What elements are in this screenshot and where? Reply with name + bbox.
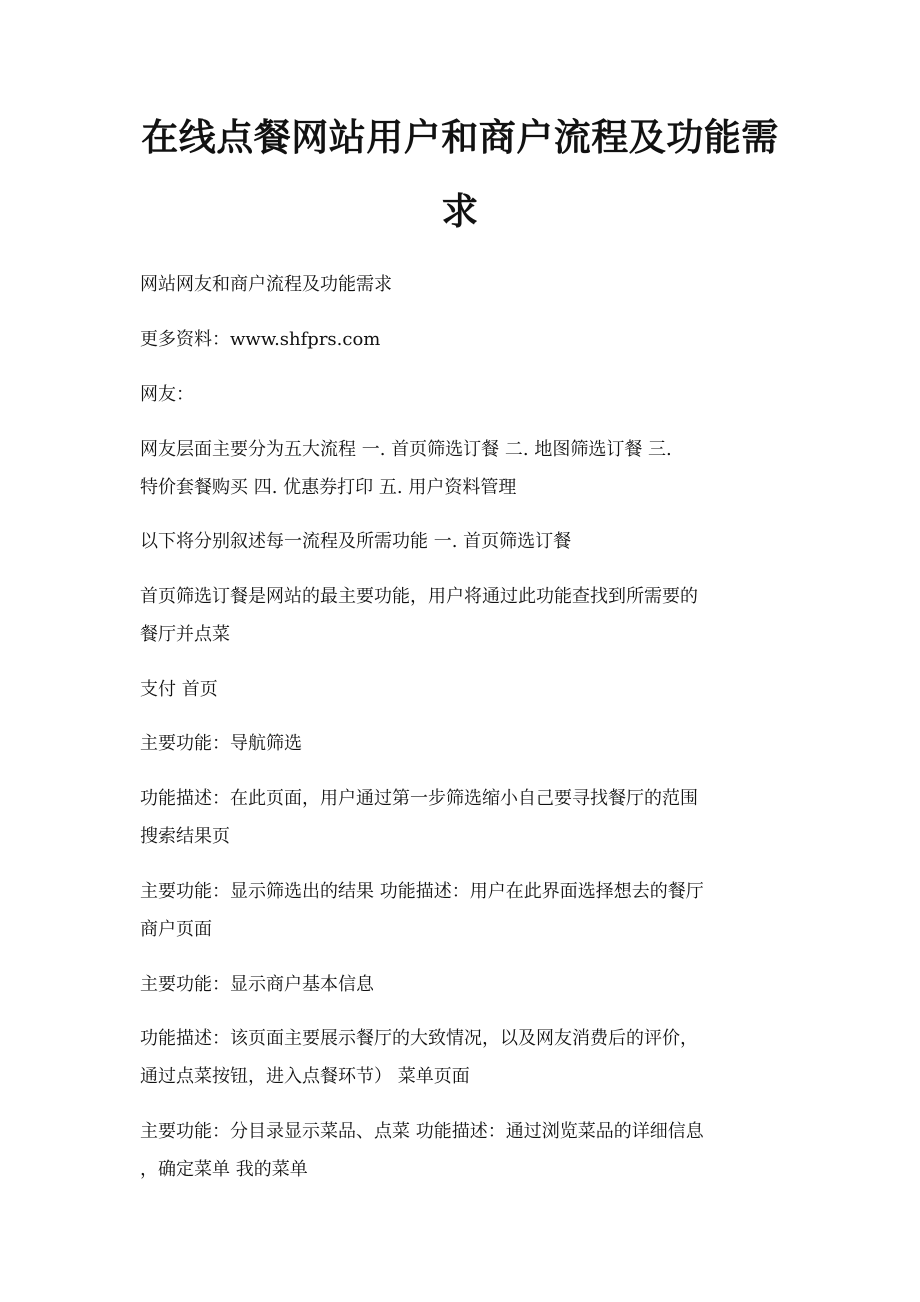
- paragraph-homepage-line-1: 首页筛选订餐是网站的最主要功能，用户将通过此功能查找到所需要的: [140, 586, 698, 607]
- paragraph-merchant-info: 主要功能：显示商户基本信息: [140, 974, 374, 995]
- paragraph-more-info: 更多资料：www.shfprs.com: [140, 329, 381, 350]
- paragraph-flow-intro: 以下将分别叙述每一流程及所需功能 一. 首页筛选订餐: [140, 531, 572, 552]
- paragraph-merchant-desc-line-2: 通过点菜按钮，进入点餐环节） 菜单页面: [140, 1066, 470, 1087]
- paragraph-five-flows-line-1: 网友层面主要分为五大流程 一. 首页筛选订餐 二. 地图筛选订餐 三.: [140, 439, 672, 460]
- paragraph-function-desc-line-1: 功能描述：在此页面，用户通过第一步筛选缩小自己要寻找餐厅的范围: [140, 788, 698, 809]
- paragraph-menu-line-2: ，确定菜单 我的菜单: [140, 1159, 308, 1180]
- paragraph-payment-homepage: 支付 首页: [140, 679, 218, 700]
- paragraph-function-desc-line-2: 搜索结果页: [140, 826, 230, 847]
- paragraph-results-line-1: 主要功能：显示筛选出的结果 功能描述：用户在此界面选择想去的餐厅: [140, 881, 704, 902]
- paragraph-homepage-line-2: 餐厅并点菜: [140, 624, 230, 645]
- page-title-line-1: 在线点餐网站用户和商户流程及功能需: [141, 116, 779, 159]
- paragraph-merchant-desc-line-1: 功能描述：该页面主要展示餐厅的大致情况，以及网友消费后的评价，: [140, 1028, 698, 1049]
- paragraph-results-line-2: 商户页面: [140, 919, 212, 940]
- paragraph-main-function-nav: 主要功能：导航筛选: [140, 733, 302, 754]
- paragraph-subtitle: 网站网友和商户流程及功能需求: [140, 274, 392, 295]
- page-title-line-2: 求: [441, 190, 479, 233]
- paragraph-five-flows-line-2: 特价套餐购买 四. 优惠券打印 五. 用户资料管理: [140, 477, 517, 498]
- paragraph-netizen-heading: 网友：: [140, 384, 194, 405]
- paragraph-menu-line-1: 主要功能：分目录显示菜品、点菜 功能描述：通过浏览菜品的详细信息: [140, 1121, 704, 1142]
